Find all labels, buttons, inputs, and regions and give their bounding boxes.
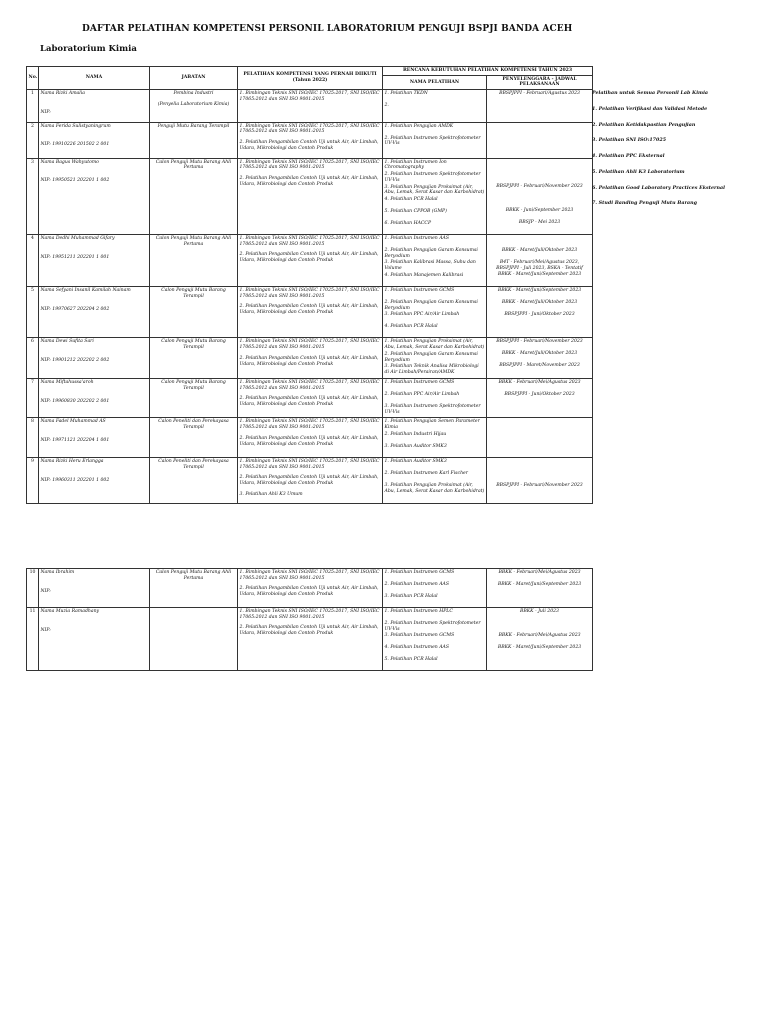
past-trainings-cell (238, 457, 383, 504)
past-training-item: 2. Pelatihan Pengambilan Contoh Uji untuk Air, Air Limbah, Udara, Mikrobiologi dan Contoh Produk (239, 396, 379, 408)
past-training-item: 2. Pelatihan Pengambilan Contoh Uji untuk Air, Air Limbah, Udara, Mikrobiologi dan Contoh Produk (239, 586, 379, 598)
row-number: 8 (27, 418, 39, 457)
planned-training-item: 2. Pelatihan Instrumen Spektrofotometer UV-Vis (384, 172, 481, 183)
past-training-item: 1. Bimbingan Teknis SNI ISO/IEC 17025:2017, SNI ISO/IEC 17065:2012 dan SNI ISO 9001:2015 (239, 570, 380, 581)
past-training-item: 1. Bimbingan Teknis SNI ISO/IEC 17025:2017, SNI ISO/IEC 17065:2012 dan SNI ISO 9001:2015 (239, 419, 380, 431)
organizer-cell (487, 338, 593, 378)
table-row (27, 418, 593, 457)
planned-training-item: 3. Pelatihan Instrumen Spektrofotometer UV-Vis (384, 403, 481, 415)
person-nip: NIP: (40, 588, 51, 594)
person-name: Nama Miftahussa'aroh (40, 379, 94, 385)
note-item: 6. Pelatihan Good Laboratory Practices Eksternal (592, 185, 725, 191)
past-trainings-cell (238, 378, 383, 417)
planned-training-item: 2. Pelatihan Instrumen Spektrofotometer UV-Vis (384, 621, 481, 632)
organizer-schedule (489, 471, 591, 482)
person-nip: NIP: (40, 109, 51, 115)
name-cell (39, 158, 150, 234)
person-name: Nama Rizki Amalia (40, 91, 85, 97)
planned-training-item: 4. Pelatihan Instrumen AAS (384, 645, 449, 651)
planned-training-item: 5. Pelatihan CPPOB (GMP) (384, 209, 447, 215)
planned-training-item: 3. Pelatihan Auditor SMK3 (384, 443, 447, 449)
person-nip: NIP: 19971121 202204 1 001 (40, 438, 110, 444)
organizer-schedule: BBSPJPPI - Februari/Agustus 2023 (499, 91, 580, 97)
planned-training-item: 4. Pelatihan PCR Halal (384, 324, 438, 330)
planned-training-item: 1. Pelatihan Instrumen GCMS (384, 379, 455, 385)
spacer (41, 102, 148, 110)
position-cell (150, 286, 238, 337)
past-training-item: 1. Bimbingan Teknis SNI ISO/IEC 17025:2017, SNI ISO/IEC 17065:2012 dan SNI ISO 9001:2015 (239, 458, 380, 470)
planned-training-item: 1. Pelatihan Pengujian Semen Parameter Kimia (384, 419, 480, 431)
position-detail: (Penyelia Laboratorium Kimia) (157, 101, 230, 107)
row-number: 1 (27, 90, 39, 122)
header-no: No. (27, 67, 39, 90)
header-penyelenggara: PENYELENGGARA - JADWAL PELAKSANAAN (487, 75, 593, 89)
person-name: Nama Muzia Ramadhany (40, 609, 100, 614)
position-title: Penguji Mutu Barang Terampil (157, 123, 230, 129)
past-training-item: 1. Bimbingan Teknis SNI ISO/IEC 17025:2017, SNI ISO/IEC 17065:2012 dan SNI ISO 9001:2015 (239, 339, 380, 351)
organizer-schedule: BBSJP - Mei 2023 (518, 219, 561, 225)
organizer-schedule (489, 594, 591, 605)
past-training-item: 3. Pelatihan Ahli K3 Umum (239, 491, 303, 497)
planned-training-item: 4. Pelatihan Manajemen Kalibrasi (384, 272, 464, 278)
note-item: 7. Studi Banding Penguji Mutu Barang (592, 200, 697, 206)
organizer-schedule (489, 172, 591, 183)
past-training-item: 2. Pelatihan Pengambilan Contoh Uji untuk Air, Air Limbah, Udara, Mikrobiologi dan Contoh Produk (239, 304, 379, 316)
planned-training-item: 1. Pelatihan TKDN (384, 91, 428, 97)
spacer (41, 350, 148, 358)
position-cell (150, 457, 238, 504)
past-training-item: 2. Pelatihan Pengambilan Contoh Uji untuk Air, Air Limbah, Udara, Mikrobiologi dan Contoh Produk (239, 435, 379, 447)
row-number: 10 (27, 569, 39, 608)
name-cell (39, 286, 150, 337)
name-cell (39, 378, 150, 417)
past-training-item: 1. Bimbingan Teknis SNI ISO/IEC 17025:2017, SNI ISO/IEC 17065:2012 dan SNI ISO 9001:2015 (239, 91, 380, 102)
table-row (27, 286, 593, 337)
position-cell (150, 235, 238, 287)
table-row (27, 608, 593, 671)
organizer-schedule: BBKK - Maret/Juni/September 2023 (497, 582, 582, 587)
position-cell (150, 569, 238, 608)
planned-trainings-cell (383, 418, 487, 457)
organizer-schedule: BBSPJPPI - Februari/November 2023 (496, 339, 583, 345)
planned-training-item: 3. Pelatihan PCR Halal (384, 594, 438, 599)
past-training-item: 2. Pelatihan Pengambilan Contoh Uji untuk Air, Air Limbah, Udara, Mikrobiologi dan Contoh Produk (239, 252, 379, 264)
organizer-schedule (489, 324, 591, 335)
past-training-item: 2. Pelatihan Pengambilan Contoh Uji untuk Air, Air Limbah, Udara, Mikrobiologi dan Contoh Produk (239, 355, 379, 367)
organizer-cell (487, 235, 593, 287)
row-number: 4 (27, 235, 39, 287)
row-number: 5 (27, 286, 39, 337)
planned-training-item: 3. Pelatihan Kalibrasi Massa, Suhu dan Volume (384, 260, 476, 272)
note-item: 1. Pelatihan Verifikasi dan Validasi Metode (592, 106, 708, 112)
planned-training-item: 1. Pelatihan Instrumen GCMS (384, 570, 455, 575)
person-name: Nama Bagus Wahyutomo (40, 159, 99, 165)
organizer-schedule: BBKK - Maret/Juli/Oktober 2023 (501, 351, 578, 357)
organizer-schedule: BBKK - Maret/Juli/Oktober 2023 (501, 299, 578, 305)
planned-training-item: 2. Pelatihan Instrumen Karl Fischer (384, 470, 468, 476)
past-trainings-cell (238, 122, 383, 158)
organizer-cell (487, 418, 593, 457)
past-trainings-cell (238, 286, 383, 337)
organizer-schedule: BBKK - Juli 2023 (520, 609, 559, 614)
planned-training-item: 5. Pelatihan PCR Halal (384, 657, 438, 663)
organizer-schedule (489, 621, 591, 632)
planned-training-item: 2. Pelatihan Instrumen AAS (384, 582, 449, 587)
position-title: Calon Penguji Mutu Barang Ahli Pertama (155, 159, 232, 171)
organizer-cell (487, 90, 593, 122)
organizer-schedule (489, 103, 591, 114)
header-nama-pelatihan: NAMA PELATIHAN (383, 75, 487, 89)
planned-trainings-cell (383, 608, 487, 671)
person-nip: NIP: 19970627 202204 2 002 (40, 306, 110, 312)
row-number: 6 (27, 338, 39, 378)
past-training-item: 1. Bimbingan Teknis SNI ISO/IEC 17025:2017, SNI ISO/IEC 17065:2012 dan SNI ISO 9001:2015 (239, 123, 380, 135)
past-training-item: 1. Bimbingan Teknis SNI ISO/IEC 17025:2017, SNI ISO/IEC 17065:2012 dan SNI ISO 9001:2015 (239, 287, 380, 299)
organizer-schedule: BBKK - Maret/Juni/September 2023 (497, 272, 582, 278)
planned-training-item: 2. Pelatihan Industri Hijau (384, 431, 447, 437)
planned-training-item: 3. Pelatihan PPC Air/Air Limbah (384, 312, 460, 318)
past-training-item: 1. Bimbingan Teknis SNI ISO/IEC 17025:2017, SNI ISO/IEC 17065:2012 dan SNI ISO 9001:2015 (239, 609, 380, 620)
planned-training-item: 1. Pelatihan Instrumen HPLC (384, 609, 453, 614)
organizer-schedule (489, 431, 591, 442)
organizer-cell (487, 608, 593, 671)
row-number: 2 (27, 122, 39, 158)
table-row (27, 158, 593, 234)
spacer (41, 299, 148, 307)
header-jabatan: JABATAN (150, 67, 238, 90)
past-trainings-cell (238, 90, 383, 122)
name-cell (39, 338, 150, 378)
organizer-schedule: BBKK - Maret/Juni/September 2023 (497, 287, 582, 293)
organizer-cell (487, 158, 593, 234)
organizer-cell (487, 378, 593, 417)
organizer-schedule: BBKK - Maret/Juni/September 2023 (497, 645, 582, 650)
planned-training-item: 2. Pelatihan Pengujian Garam Konsumsi Beryodium (384, 299, 478, 311)
position-cell (150, 418, 238, 457)
planned-training-item: 3. Pelatihan Pengujian Proksimat (Air, Abu, Lemak, Serat Kasar dan Karbohidrat) (384, 482, 485, 494)
organizer-schedule: BBSPJPPI - Februari/November 2023 (496, 183, 583, 189)
planned-training-item: 3. Pelatihan Instrumen GCMS (384, 633, 455, 639)
person-name: Nama Ferida Sulistyaningrum (40, 123, 111, 129)
person-nip: NIP: 19901212 202202 2 002 (40, 358, 110, 364)
note-item: 5. Pelatihan Ahli K3 Laboratorium (592, 169, 685, 175)
spacer (41, 470, 148, 478)
organizer-schedule: BBSPJPPI - Juni/Oktober 2023 (504, 311, 575, 317)
past-training-item: 1. Bimbingan Teknis SNI ISO/IEC 17025:2017, SNI ISO/IEC 17065:2012 dan SNI ISO 9001:2015 (239, 236, 380, 247)
past-trainings-cell (238, 338, 383, 378)
planned-training-item: 2. Pelatihan PPC Air/Air Limbah (384, 391, 460, 397)
person-nip: NIP: 19950521 202201 1 002 (40, 178, 110, 184)
planned-training-item: 1. Pelatihan Instrumen AAS (384, 236, 449, 242)
position-title: Calon Penguji Mutu Barang Terampil (161, 287, 226, 299)
planned-trainings-cell (383, 569, 487, 608)
person-name: Nama Sefyani Insanil Kamilah Nainam (40, 287, 131, 293)
planned-training-item: 1. Pelatihan Pengujian Proksimat (Air, Abu, Lemak, Serat Kasar dan Karbohidrat) (384, 339, 485, 351)
spacer (41, 620, 148, 628)
table-row (27, 569, 593, 608)
past-trainings-cell (238, 569, 383, 608)
past-trainings-cell (238, 608, 383, 671)
organizer-schedule (489, 459, 591, 470)
organizer-schedule (489, 160, 591, 171)
spacer (41, 247, 148, 255)
organizer-schedule: BBSPJPPI - Juni/Oktober 2023 (504, 391, 575, 397)
past-trainings-cell (238, 235, 383, 287)
position-title: Calon Penguji Mutu Barang Ahli Pertama (155, 570, 232, 581)
planned-training-item: 1. Pelatihan Auditor SMK3 (384, 458, 447, 464)
header-rencana: RENCANA KEBUTUHAN PELATIHAN KOMPETENSI TAHUN 2023 (383, 67, 593, 76)
position-title: Calon Peneliti dan Perekayasa Terampil (158, 419, 229, 431)
position-title: Pembina Industri (173, 91, 214, 97)
person-name: Nama Fadel Muhammad AS (40, 419, 106, 425)
planned-training-item: 3. Pelatihan Teknik Analisa Mikrobiologi di Air Limbah/Perairan/AMDK (384, 364, 479, 376)
organizer-schedule: BBKK - Februari/Mei/Agustus 2023 (498, 379, 581, 385)
notes-heading: Pelatihan untuk Semua Personil Lab Kimia (592, 90, 709, 96)
organizer-schedule (489, 196, 591, 207)
row-number: 9 (27, 457, 39, 504)
planned-trainings-cell (383, 235, 487, 287)
planned-training-item: 3. Pelatihan Pengujian Proksimat (Air, Abu, Lemak, Serat Kasar dan Karbohidrat) (384, 184, 485, 196)
person-nip: NIP: 19960311 202201 1 002 (40, 477, 110, 483)
planned-training-item: 2. Pelatihan Pengujian Garam Konsumsi Beryodium (384, 351, 478, 363)
person-name: Nama Dewi Sufita Sari (40, 339, 94, 345)
organizer-cell (487, 457, 593, 504)
table-row (27, 457, 593, 504)
planned-trainings-cell (383, 338, 487, 378)
position-title: Calon Peneliti dan Perekayasa Terampil (158, 458, 229, 470)
person-nip: NIP: 19951211 202201 1 001 (40, 254, 110, 260)
table-row (27, 90, 593, 122)
past-training-item: 2. Pelatihan Pengambilan Contoh Uji untuk Air, Air Limbah, Udara, Mikrobiologi dan Contoh Produk (239, 176, 379, 187)
table-row (27, 378, 593, 417)
row-number: 7 (27, 378, 39, 417)
person-nip: NIP: (40, 627, 51, 633)
position-title: Calon Penguji Mutu Barang Ahli Pertama (155, 236, 232, 247)
document-title: DAFTAR PELATIHAN KOMPETENSI PERSONIL LABORATORIUM PENGUJI BSPJI BANDA ACEH (82, 24, 573, 34)
organizer-schedule (489, 443, 591, 454)
name-cell (39, 418, 150, 457)
header-pelatihan-diikuti: PELATIHAN KOMPETENSI YANG PERNAH DIIKUTI (Tahun 2022) (238, 67, 383, 90)
person-name: Nama Rizki Heru Erlangga (40, 458, 104, 464)
planned-training-item: 1. Pelatihan Instrumen GCMS (384, 287, 455, 293)
planned-training-item: 6. Pelatihan HACCP (384, 221, 432, 227)
table-row (27, 338, 593, 378)
planned-trainings-cell (383, 122, 487, 158)
organizer-schedule (489, 236, 591, 247)
organizer-schedule: BBKK - Maret/Juli/Oktober 2023 (501, 248, 578, 254)
planned-training-item: 2. (384, 103, 389, 109)
position-title: Calon Penguji Mutu Barang Terampil (161, 339, 226, 351)
table-row (27, 122, 593, 158)
spacer (41, 430, 148, 438)
person-name: Nama Dedhi Muhammad Gifary (40, 236, 115, 242)
organizer-schedule (489, 419, 591, 430)
organizer-schedule: BBKK - Februari/Mei/Agustus 2023 (498, 633, 581, 638)
planned-trainings-cell (383, 90, 487, 122)
organizer-schedule (489, 404, 591, 415)
person-name: Nama Ibrahim (40, 570, 75, 575)
name-cell (39, 608, 150, 671)
planned-trainings-cell (383, 457, 487, 504)
note-item: 4. Pelatihan PPC Eksternal (592, 153, 665, 159)
organizer-schedule: BBKK - Juni/September 2023 (505, 207, 574, 213)
name-cell (39, 235, 150, 287)
position-cell (150, 338, 238, 378)
position-cell (150, 122, 238, 158)
planned-training-item: 2. Pelatihan Pengujian Garam Konsumsi Beryodium (384, 248, 478, 259)
name-cell (39, 457, 150, 504)
past-training-item: 1. Bimbingan Teknis SNI ISO/IEC 17025:2017, SNI ISO/IEC 17065:2012 dan SNI ISO 9001:2015 (239, 379, 380, 391)
organizer-schedule (489, 124, 591, 135)
organizer-schedule: BBSPJPPI - Februari/November 2023 (496, 482, 583, 488)
training-table-continued (26, 568, 593, 671)
table-row (27, 235, 593, 287)
planned-trainings-cell (383, 378, 487, 417)
past-training-item: 1. Bimbingan Teknis SNI ISO/IEC 17025:2017, SNI ISO/IEC 17065:2012 dan SNI ISO 9001:2015 (239, 159, 380, 171)
planned-trainings-cell (383, 158, 487, 234)
person-nip: NIP: 19910226 201502 2 001 (40, 142, 110, 148)
note-item: 2. Pelatihan Ketidakpastian Pengujian (592, 122, 696, 128)
past-training-item: 2. Pelatihan Pengambilan Contoh Uji untuk Air, Air Limbah, Udara, Mikrobiologi dan Contoh Produk (239, 140, 379, 151)
past-trainings-cell (238, 418, 383, 457)
organizer-schedule: BBKK - Februari/Mei/Agustus 2023 (498, 570, 581, 575)
position-cell (150, 90, 238, 122)
organizer-cell (487, 286, 593, 337)
planned-training-item: 4. Pelatihan PCR Halal (384, 197, 438, 203)
planned-training-item: 1. Pelatihan Instrumen Ion Chromatography (384, 159, 447, 171)
past-trainings-cell (238, 158, 383, 234)
spacer (41, 391, 148, 399)
name-cell (39, 122, 150, 158)
planned-training-item: 2. Pelatihan Instrumen Spektrofotometer UV-Vis (384, 135, 481, 147)
row-number: 3 (27, 158, 39, 234)
row-number: 11 (27, 608, 39, 671)
position-title: Calon Penguji Mutu Barang Terampil (161, 379, 226, 391)
training-table (26, 66, 593, 504)
name-cell (39, 569, 150, 608)
person-nip: NIP: 19960830 202202 2 001 (40, 398, 110, 404)
past-training-item: 2. Pelatihan Pengambilan Contoh Uji untuk Air, Air Limbah, Udara, Mikrobiologi dan Contoh Produk (239, 475, 379, 486)
planned-trainings-cell (383, 286, 487, 337)
spacer (41, 581, 148, 589)
organizer-schedule: B4T - Februari/Mei/Agustus 2023, BBSPJPPI - Juli 2023, BSKA - Tentatif (496, 260, 583, 271)
planned-training-item: 1. Pelatihan Pengujian AMDK (384, 123, 454, 129)
header-nama: NAMA (39, 67, 150, 90)
lab-subtitle: Laboratorium Kimia (40, 44, 137, 54)
organizer-schedule (489, 657, 591, 668)
organizer-cell (487, 569, 593, 608)
organizer-schedule (489, 136, 591, 147)
position-cell (150, 378, 238, 417)
organizer-cell (487, 122, 593, 158)
past-training-item: 2. Pelatihan Pengambilan Contoh Uji untuk Air, Air Limbah, Udara, Mikrobiologi dan Contoh Produk (239, 625, 379, 637)
note-item: 3. Pelatihan SNI ISO:17025 (592, 137, 667, 143)
organizer-schedule: BBSPJPPI - Maret/November 2023 (499, 363, 580, 369)
position-cell (150, 158, 238, 234)
name-cell (39, 90, 150, 122)
position-cell (150, 608, 238, 671)
